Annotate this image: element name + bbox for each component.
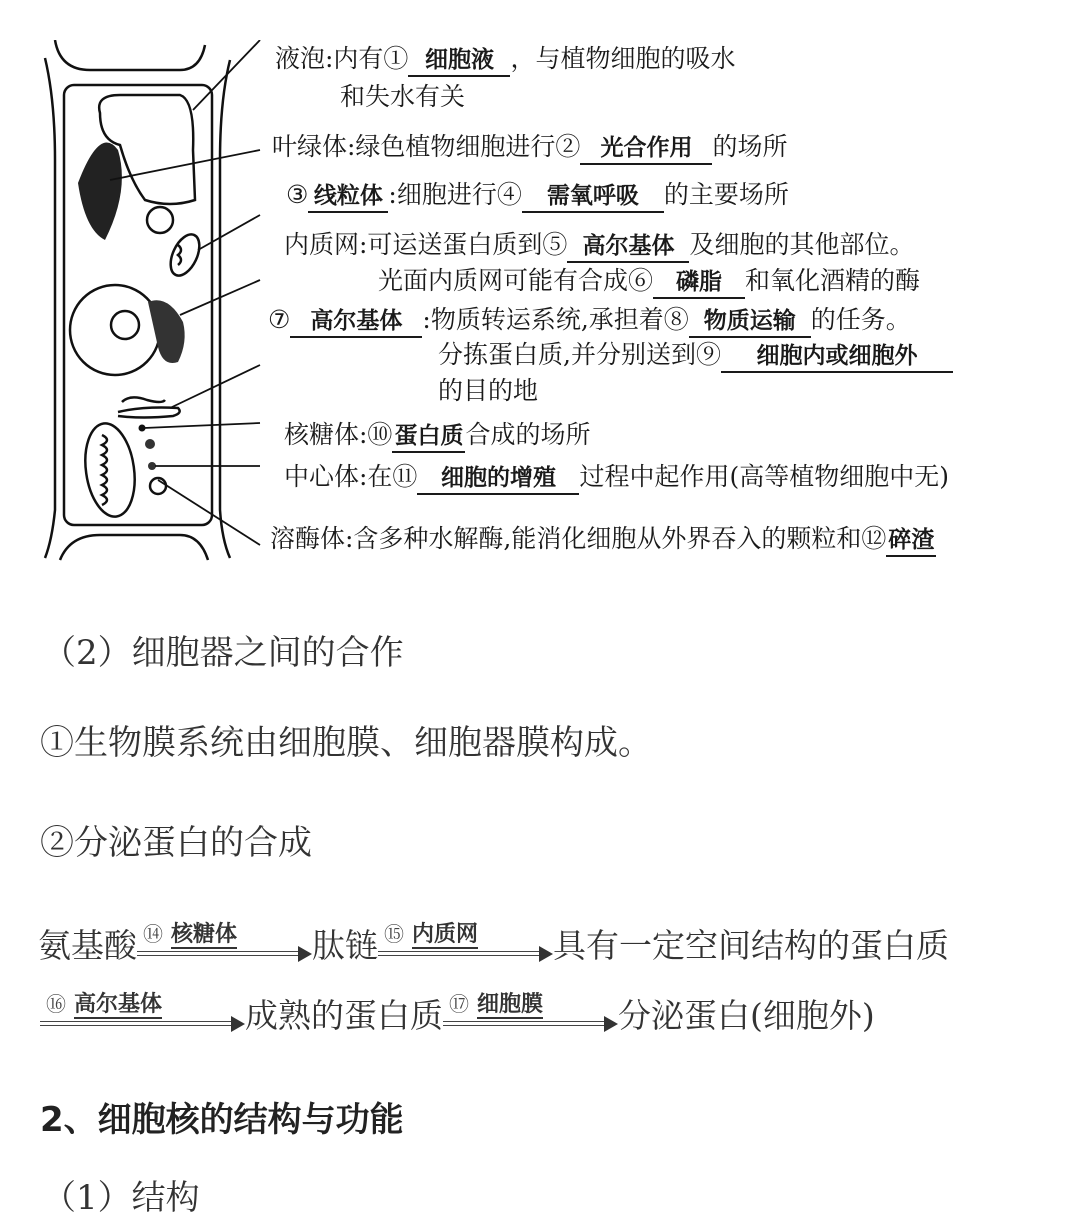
answer-12: 碎渣 [886,525,936,557]
flow-row-2 [40,990,875,1038]
answer-8: 物质运输 [689,306,811,338]
label-golgi: ⑦ 高尔基体 :物质转运系统,承担着⑧ 物质运输 的任务。 [268,305,911,338]
label-mitochondria: ③ 线粒体 :细胞进行④ 需氧呼吸 的主要场所 [286,180,789,213]
section-title-cooperation: （2）细胞器之间的合作 [42,633,404,673]
label-vacuole-cont: 和失水有关 [340,82,466,111]
label-golgi-sort: 分拣蛋白质,并分别送到⑨ 细胞内或细胞外 [438,340,953,373]
label-vacuole: 液泡:内有① 细胞液 ，与植物细胞的吸水 [275,44,735,77]
answer-11: 细胞的增殖 [417,463,579,495]
flow-secreted-protein: 分泌蛋白(细胞外) [618,996,875,1035]
answer-5: 高尔基体 [567,231,689,263]
label-er: 内质网:可运送蛋白质到⑤ 高尔基体 及细胞的其他部位。 [284,230,914,263]
subheading-structure: （1）结构 [42,1178,200,1218]
answer-10: 蛋白质 [392,421,465,453]
label-ribosome: 核糖体:⑩蛋白质合成的场所 [284,420,590,453]
flow-arrow-membrane: ⑰ 细胞膜 [443,998,618,1038]
answer-4: 需氧呼吸 [522,181,664,213]
arrow-head-icon [539,946,553,962]
flow-arrow-er: ⑮ 内质网 [378,928,553,968]
arrow-head-icon [231,1016,245,1032]
answer-9: 细胞内或细胞外 [721,341,953,373]
answer-3: 线粒体 [308,181,388,213]
label-chloroplast: 叶绿体:绿色植物细胞进行② 光合作用 的场所 [272,132,787,165]
label-golgi-cont: 的目的地 [438,376,539,405]
flow-peptide: 肽链 [312,926,378,965]
flow-amino-acid: 氨基酸 [38,926,137,965]
flow-arrow-golgi: ⑯ 高尔基体 [40,998,245,1038]
answer-2: 光合作用 [580,133,712,165]
flow-arrow-ribosome: ⑭ 核糖体 [137,928,312,968]
arrow-head-icon [298,946,312,962]
flow-mature-protein: 成熟的蛋白质 [245,996,443,1035]
item-secretory-protein: ②分泌蛋白的合成 [40,823,312,863]
plant-cell-diagram [30,40,270,565]
flow-folded-protein: 具有一定空间结构的蛋白质 [553,926,949,965]
label-lysosome: 溶酶体:含多种水解酶,能消化细胞从外界吞入的颗粒和⑫碎渣 [270,524,936,557]
answer-6: 磷脂 [653,267,745,299]
heading-nucleus: 2、细胞核的结构与功能 [40,1100,404,1140]
answer-7: 高尔基体 [290,306,422,338]
arrow-head-icon [604,1016,618,1032]
item-membrane-system: ①生物膜系统由细胞膜、细胞器膜构成。 [40,723,652,763]
answer-1: 细胞液 [408,45,510,77]
label-smooth-er: 光面内质网可能有合成⑥ 磷脂 和氧化酒精的酶 [378,266,920,299]
label-centrosome: 中心体:在⑪ 细胞的增殖 过程中起作用(高等植物细胞中无) [284,462,949,495]
flow-row-1 [38,920,949,968]
